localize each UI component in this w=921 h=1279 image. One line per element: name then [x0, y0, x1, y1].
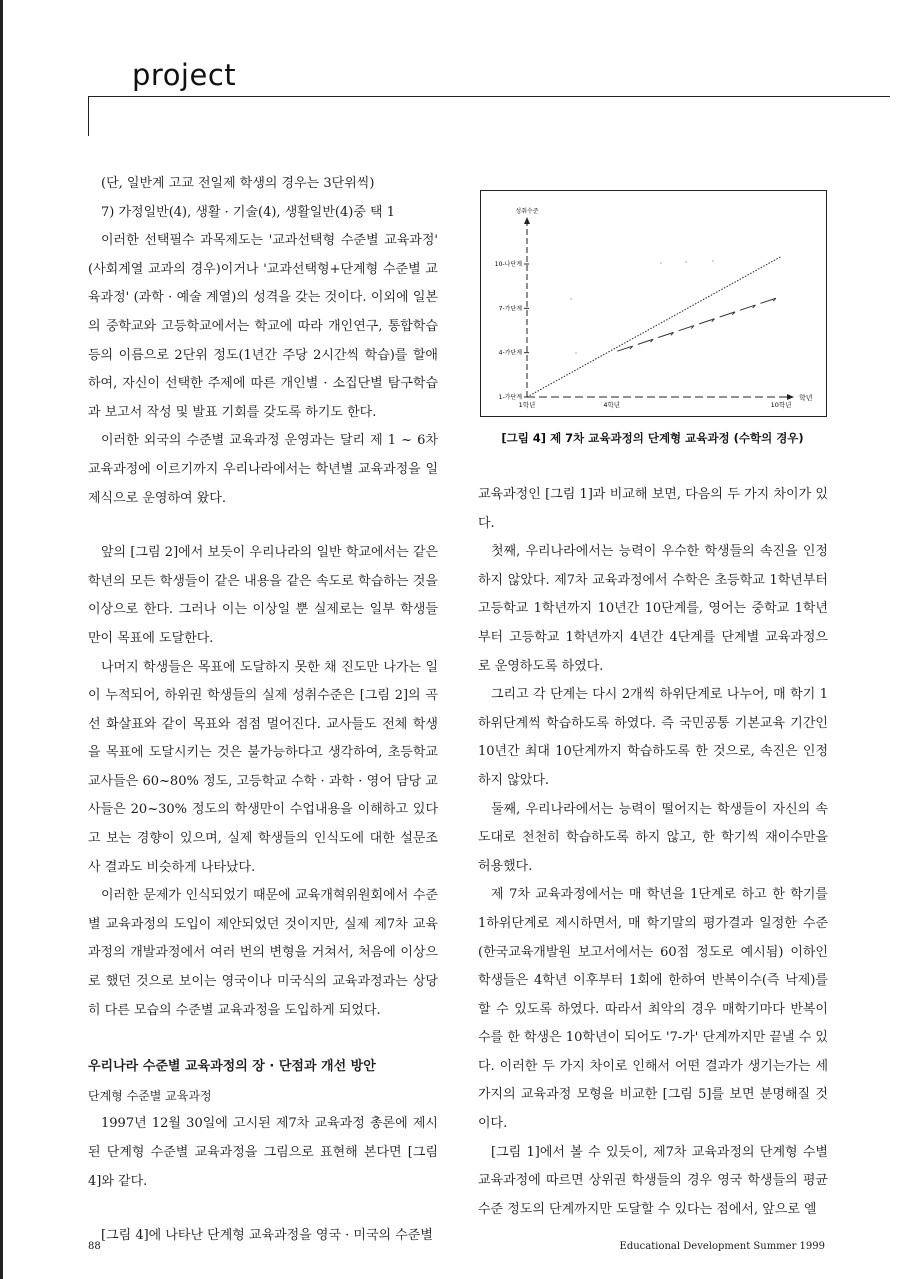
right-paragraph-1: 교육과정인 [그림 1]과 비교해 보면, 다음의 두 가지 차이가 있다.: [478, 487, 828, 531]
left-paragraph-4: 이러한 외국의 수준별 교육과정 운영과는 달리 제 1 ~ 6차 교육과정에 이르기까지 우리나라에서는 학년별 교육과정을 일제식으로 운영하여 왔다.: [88, 433, 438, 506]
right-paragraph-2: 첫째, 우리나라에서는 능력이 우수한 학생들의 속진을 인정하지 않았다. 제7차 교육과정에서 수학은 초등학교 1학년부터 고등학교 1학년까지 10년간 10단계를, 영어는 중학교 1학년부터 고등학교 1학년까지 4년간 4단계를 단계별 교육과정으로 운영하도록 하였다.: [478, 544, 828, 674]
decorative-dot: [575, 352, 576, 353]
section-heading: 우리나라 수준별 교육과정의 장 · 단점과 개선 방안: [88, 1059, 376, 1075]
x-tick-label: 10학년: [770, 401, 792, 409]
x-tick-label: 1학년: [518, 401, 536, 409]
figure-caption: [그림 4] 제 7차 교육과정의 단계형 교육과정 (수학의 경우): [501, 431, 804, 445]
left-paragraph-7: 이러한 문제가 인식되었기 때문에 교육개혁위원회에서 수준별 교육과정의 도입이 제안되었던 것이지만, 실제 제7차 교육과정의 개발과정에서 여러 번의 변형을 거쳐서, 처음에 이상으로 했던 것으로 보이는 영국이나 미국식의 교육과정과는 상당히 다른 모습의 수준별 교육과정을 도입하게 되었다.: [88, 888, 438, 1018]
paragraph-gap: [88, 513, 438, 539]
right-paragraph-3: 그리고 각 단계는 다시 2개씩 하위단계로 나누어, 매 학기 1 하위단계씩 학습하도록 하였다. 즉 국민공통 기본교육 기간인 10년간 최대 10단계까지 학습하도록 한 것으로, 속진은 인정하지 않았다.: [478, 687, 828, 788]
left-paragraph-1: (단, 일반계 고교 전일제 학생의 경우는 3단위씩): [101, 176, 375, 191]
y-axis-label: 성취수준: [515, 208, 539, 215]
y-tick-label: 10-나단계: [494, 261, 522, 268]
x-axis-label: 학년: [799, 394, 813, 402]
chart-svg: [481, 191, 826, 416]
left-paragraph-8: 1997년 12월 30일에 고시된 제7차 교육과정 총론에 제시된 단계형 수준별 교육과정을 그림으로 표현해 본다면 [그림 4]와 같다.: [88, 1116, 438, 1189]
left-paragraph-3: 이러한 선택필수 과목제도는 '교과선택형 수준별 교육과정' (사회계열 교과의 경우)이거나 '교과선택형+단계형 수준별 교육과정' (과학 · 예술 계열)의 성격을 갖는 것이다. 이외에 일본의 중학교와 고등학교에서는 학교에 따라 개인연구, 통합학습 등의 이름으로 2단위 정도(1년간 주당 2시간씩 학습)를 할애하여, 자신이 선택한 주제에 따른 개인별 · 소집단별 탐구학습과 보고서 작성 및 발표 기회를 갖도록 하기도 한다.: [88, 233, 438, 420]
series-line-top: [527, 257, 781, 397]
left-paragraph-6: 나머지 학생들은 목표에 도달하지 못한 채 진도만 나가는 일이 누적되어, 하위권 학생들의 실제 성취수준은 [그림 2]의 곡선 화살표와 같이 목표와 점점 멀어진다. 교사들도 전체 학생을 목표에 도달시키는 것은 불가능하다고 생각하여, 초등학교 교사들은 60~80% 정도, 고등학교 수학 · 과학 · 영어 담당 교사들은 20~30% 정도의 학생만이 수업내용을 이해하고 있다고 보는 경향이 있으며, 실제 학생들의 인식도에 대한 설문조사 결과도 비슷하게 나타났다.: [88, 659, 438, 875]
y-tick-label: 7-가단계: [498, 305, 522, 313]
left-paragraph-5: 앞의 [그림 2]에서 보듯이 우리나라의 일반 학교에서는 같은 학년의 모든 학생들이 같은 내용을 같은 속도로 학습하는 것을 이상으로 한다. 그러나 이는 이상일 뿐 실제로는 일부 학생들만이 목표에 도달한다.: [88, 545, 438, 646]
header-rule: [88, 96, 890, 97]
y-tick-label: 1-가단계: [498, 394, 522, 401]
page-number: 88: [88, 1241, 101, 1252]
left-column: [88, 170, 438, 1251]
header-tick: [88, 96, 89, 136]
page-edge: [0, 0, 3, 1279]
figure-4-chart: [480, 190, 827, 417]
paragraph-gap: [88, 1196, 438, 1222]
right-paragraph-6: [그림 1]에서 볼 수 있듯이, 제7차 교육과정의 단계형 수별 교육과정에 따르면 상위권 학생들의 경우 영국 학생들의 평균 수준 정도의 단계까지만 도달할 수 있다는 점에서, 앞으로 엘: [478, 1144, 828, 1217]
right-paragraph-5: 제 7차 교육과정에서는 매 학년을 1단계로 하고 한 학기를 1하위단계로 제시하면서, 매 학기말의 평가결과 일정한 수준(한국교육개발원 보고서에서는 60점 정도로 예시됨) 이하인 학생들은 4학년 이후부터 1회에 한하여 반복이수(즉 낙제)를 할 수 있도록 하였다. 따라서 최악의 경우 매학기마다 반복이수를 한 학생은 10학년이 되어도 '7-가' 단계까지만 끝낼 수 있다. 이러한 두 가지 차이로 인해서 어떤 결과가 생기는가는 세 가지의 교육과정 모형을 비교한 [그림 5]를 보면 분명해질 것이다.: [478, 887, 828, 1132]
magazine-footer: Educational Development Summer 1999: [619, 1241, 825, 1252]
y-tick-label: 4-가단계: [498, 349, 522, 357]
section-title: project: [132, 58, 237, 92]
decorative-dot: [570, 298, 571, 299]
left-paragraph-9: [그림 4]에 나타난 단계형 교육과정을 영국 · 미국의 수준별: [101, 1228, 433, 1244]
x-axis-arrow: [787, 394, 794, 400]
right-column: [478, 481, 828, 1224]
x-tick-label: 4학년: [603, 401, 621, 409]
decorative-dot: [685, 261, 686, 262]
decorative-dot: [712, 260, 713, 261]
y-axis-arrow: [524, 217, 530, 224]
section-gap: [88, 1025, 438, 1053]
right-paragraph-4: 둘째, 우리나라에서는 능력이 떨어지는 학생들이 자신의 속도대로 천천히 학습하도록 하지 않고, 한 학기씩 재이수만을 허용했다.: [478, 801, 828, 874]
left-paragraph-2: 7) 가정일반(4), 생활 · 기술(4), 생활일반(4)중 택 1: [101, 204, 395, 220]
section-subheading: 단계형 수준별 교육과정: [88, 1088, 212, 1103]
decorative-dot: [660, 262, 661, 263]
